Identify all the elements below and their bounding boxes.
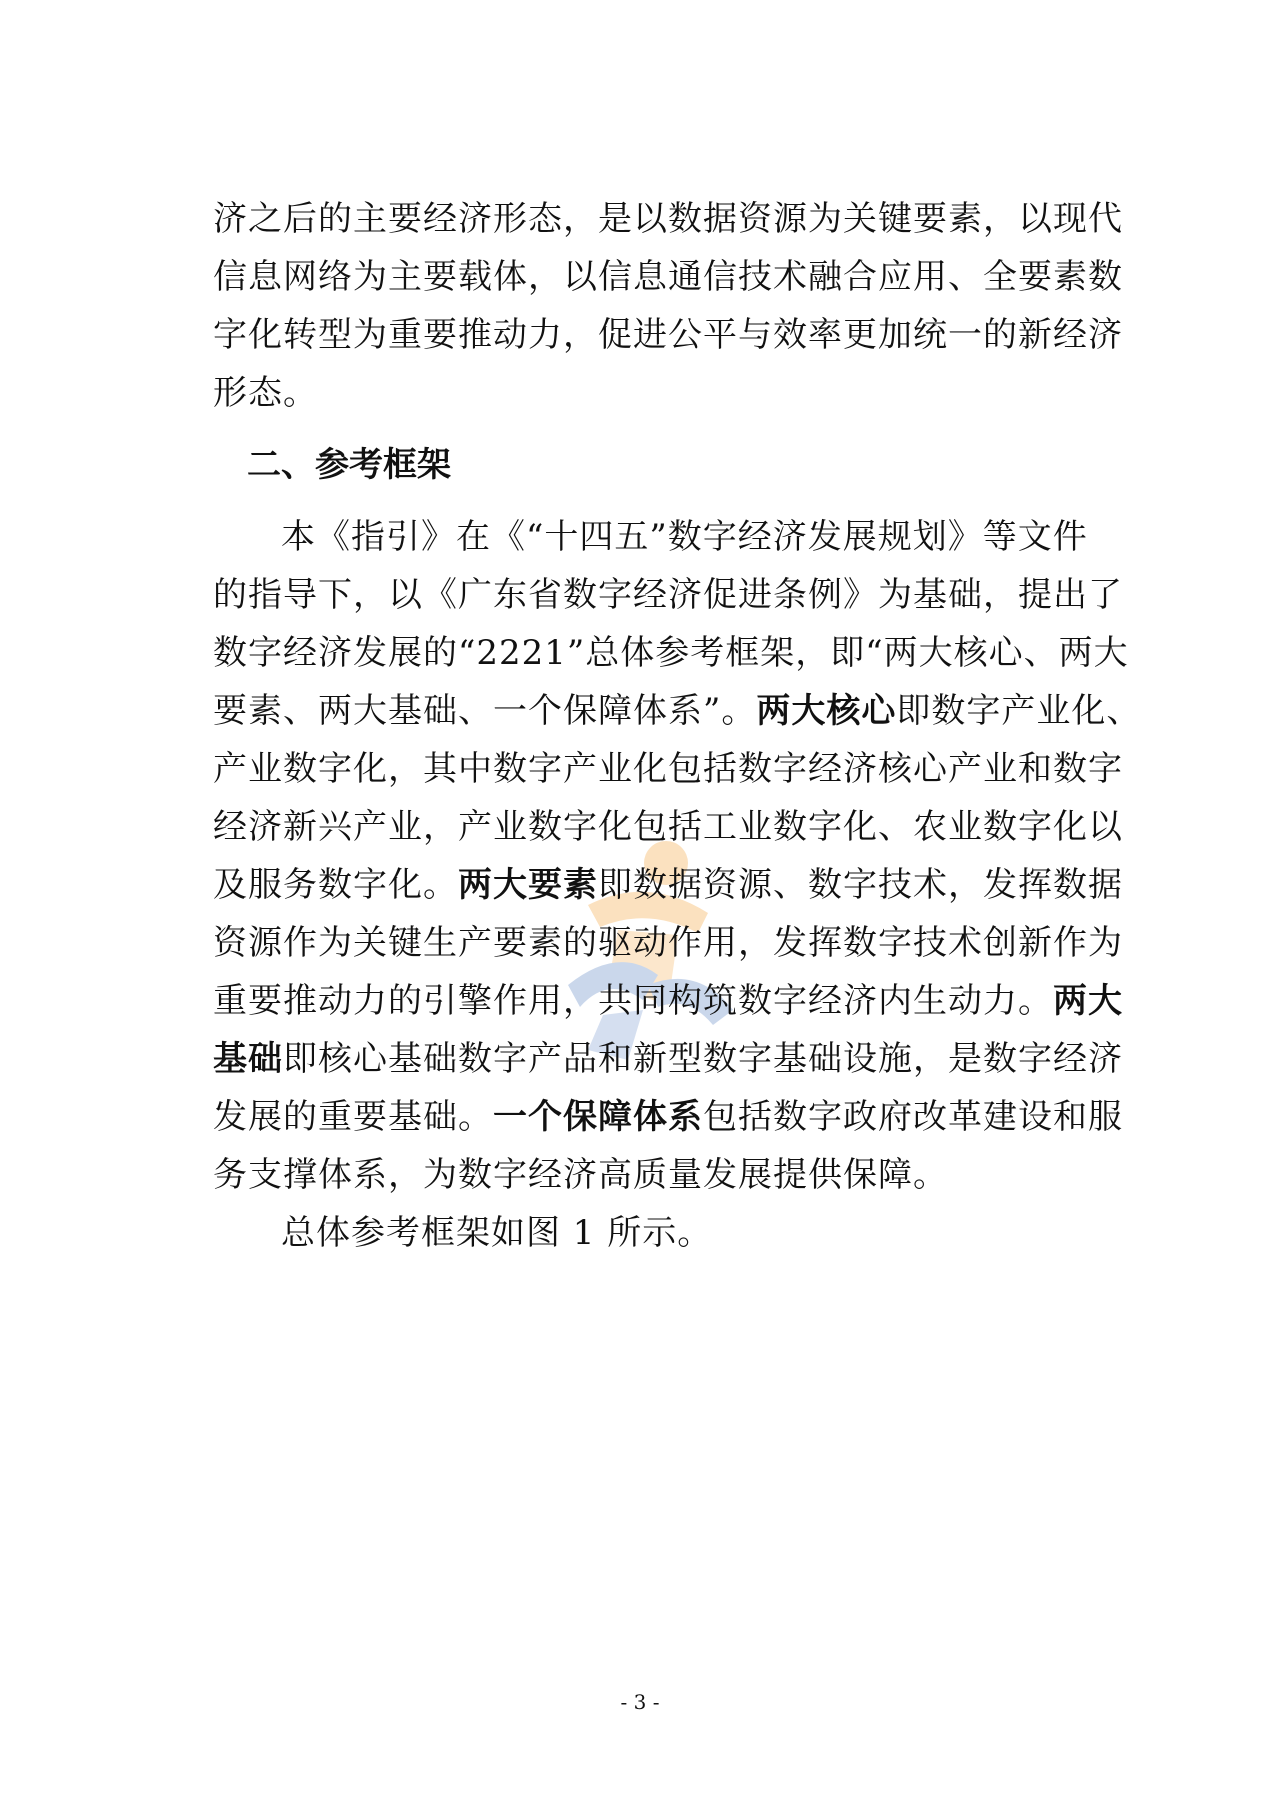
paragraph-line: 经济新兴产业，产业数字化包括工业数字化、农业数字化以 (213, 807, 1123, 847)
bold-term: 一个保障体系 (493, 1097, 703, 1137)
bold-term: 基础 (213, 1039, 283, 1079)
paragraph-line: 信息网络为主要载体，以信息通信技术融合应用、全要素数 (213, 257, 1123, 297)
bold-term: 两大要素 (458, 865, 598, 905)
paragraph-line: 济之后的主要经济形态，是以数据资源为关键要素，以现代 (213, 199, 1123, 239)
text-segment: 即数字产业化、 (896, 691, 1142, 731)
paragraph-line: 产业数字化，其中数字产业化包括数字经济核心产业和数字 (213, 749, 1123, 789)
text-segment: 要素、两大基础、一个保障体系”。 (213, 691, 757, 731)
text-segment: 发展的重要基础。 (213, 1097, 493, 1137)
text-segment: 即核心基础数字产品和新型数字基础设施，是数字经济 (283, 1039, 1123, 1079)
paragraph-line: 形态。 (213, 373, 318, 413)
paragraph-line: 务支撑体系，为数字经济高质量发展提供保障。 (213, 1155, 948, 1195)
bold-term: 两大 (1053, 981, 1123, 1021)
paragraph-line: 资源作为关键生产要素的驱动作用，发挥数字技术创新作为 (213, 923, 1123, 963)
body-text (213, 190, 1142, 1262)
section-heading: 二、参考框架 (247, 445, 451, 485)
text-segment: 重要推动力的引擎作用，共同构筑数字经济内生动力。 (213, 981, 1053, 1021)
paragraph-line (213, 972, 1123, 1030)
paragraph-line (213, 856, 1123, 914)
page-number: - 3 - (620, 1690, 660, 1714)
bold-term: 两大核心 (756, 691, 897, 731)
paragraph-line: 字化转型为重要推动力，促进公平与效率更加统一的新经济 (213, 315, 1123, 355)
text-segment: 包括数字政府改革建设和服 (703, 1097, 1123, 1137)
paragraph-line: 数字经济发展的“2221”总体参考框架，即“两大核心、两大 (213, 633, 1129, 673)
paragraph-line: 总体参考框架如图 1 所示。 (281, 1213, 713, 1253)
text-segment: 即数据资源、数字技术，发挥数据 (598, 865, 1123, 905)
paragraph-line (213, 1088, 1123, 1146)
paragraph-line: 的指导下，以《广东省数字经济促进条例》为基础，提出了 (213, 575, 1123, 615)
text-segment: 及服务数字化。 (213, 865, 458, 905)
paragraph-line (213, 1030, 1123, 1088)
paragraph-line (213, 682, 1142, 740)
paragraph-line: 本《指引》在《“十四五”数字经济发展规划》等文件 (281, 517, 1088, 557)
